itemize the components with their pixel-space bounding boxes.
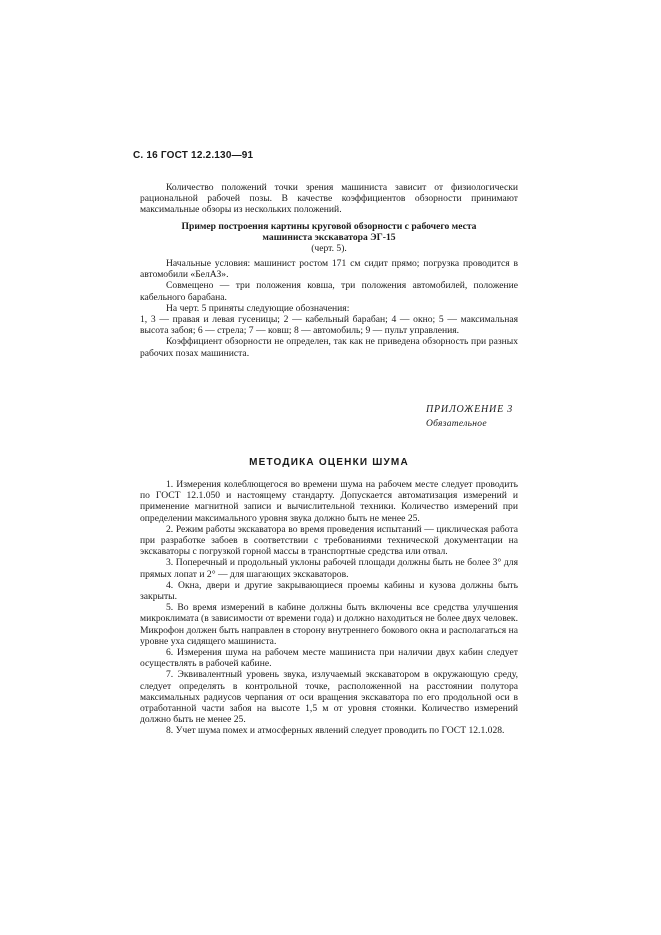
section-item-5: 5. Во время измерений в кабине должны быть включены все средства улучшения микроклимата (в зависимости от времени года) и должно находиться не более двух человек. Микрофон должен быть направлен в сторону внутреннего бокового окна и располагаться на уровне уха сидящего машиниста.: [140, 602, 518, 647]
section-title: МЕТОДИКА ОЦЕНКИ ШУМА: [249, 457, 409, 468]
appendix-status: Обязательное: [426, 419, 487, 429]
example-figure-ref: (черт. 5).: [311, 243, 347, 254]
appendix-heading: [426, 402, 546, 432]
section-item-6: 6. Измерения шума на рабочем месте машиниста при наличии двух кабин следует осуществлять в рабочей кабине.: [140, 647, 518, 670]
example-title-line1: Пример построения картины круговой обзорности с рабочего места: [181, 221, 477, 232]
section-item-3: 3. Поперечный и продольный уклоны рабочей площади должны быть не более 3° для прямых лопат и 2° — для шагающих экскаваторов.: [140, 557, 518, 580]
example-combined: Совмещено — три положения ковша, три положения автомобилей, положение кабельного барабана.: [140, 280, 518, 303]
example-block: [140, 221, 518, 359]
section-item-2: 2. Режим работы экскаватора во время проведения испытаний — циклическая работа при разработке забоев в соответствии с требованиями технической документации на экскаваторы с погрузкой горной массы в транспортные средства или отвал.: [140, 523, 518, 558]
example-coefficient: Коэффициент обзорности не определен, так как не приведена обзорность при разных рабочих позах машиниста.: [140, 336, 518, 359]
page-header: С. 16 ГОСТ 12.2.130—91: [133, 150, 254, 161]
example-legend-items: 1, 3 — правая и левая гусеницы; 2 — кабельный барабан; 4 — окно; 5 — максимальная высота забоя; 6 — стрела; 7 — ковш; 8 — автомобиль; 9 — пульт управления.: [140, 314, 518, 337]
intro-block: [140, 182, 518, 216]
section-item-8: 8. Учет шума помех и атмосферных явлений следует проводить по ГОСТ 12.1.028.: [166, 725, 505, 737]
example-legend-intro: На черт. 5 приняты следующие обозначения:: [166, 302, 350, 314]
section-body: [140, 479, 518, 737]
example-title-line2: машиниста экскаватора ЭГ-15: [262, 232, 396, 243]
section-item-1: 1. Измерения колеблющегося во времени шума на рабочем месте следует проводить по ГОСТ 12.1.050 и настоящему стандарту. Допускается автоматизация измерений и применение магнитной записи и вычислительной техники. Количество измерений при определении максимального уровня звука должно быть не менее 25.: [140, 479, 518, 524]
section-item-7: 7. Эквивалентный уровень звука, излучаемый экскаватором в окружающую среду, следует определять в контрольной точке, расположенной на расстоянии полутора максимальных радиусов черпания от оси вращения экскаватора по его продольной оси в отработанной части забоя на высоте 1,5 м от уровня стоянки. Количество измерений должно быть не менее 25.: [140, 669, 518, 726]
section-item-4: 4. Окна, двери и другие закрывающиеся проемы кабины и кузова должны быть закрыты.: [140, 579, 518, 603]
intro-paragraph: Количество положений точки зрения машиниста зависит от физиологически рациональной рабочей позы. В качестве коэффициентов обзорности принимают максимальные обзоры из нескольких положений.: [140, 182, 518, 216]
appendix-label: ПРИЛОЖЕНИЕ 3: [426, 404, 514, 415]
example-conditions: Начальные условия: машинист ростом 171 см сидит прямо; погрузка проводится в автомобили «БелАЗ».: [140, 258, 518, 281]
